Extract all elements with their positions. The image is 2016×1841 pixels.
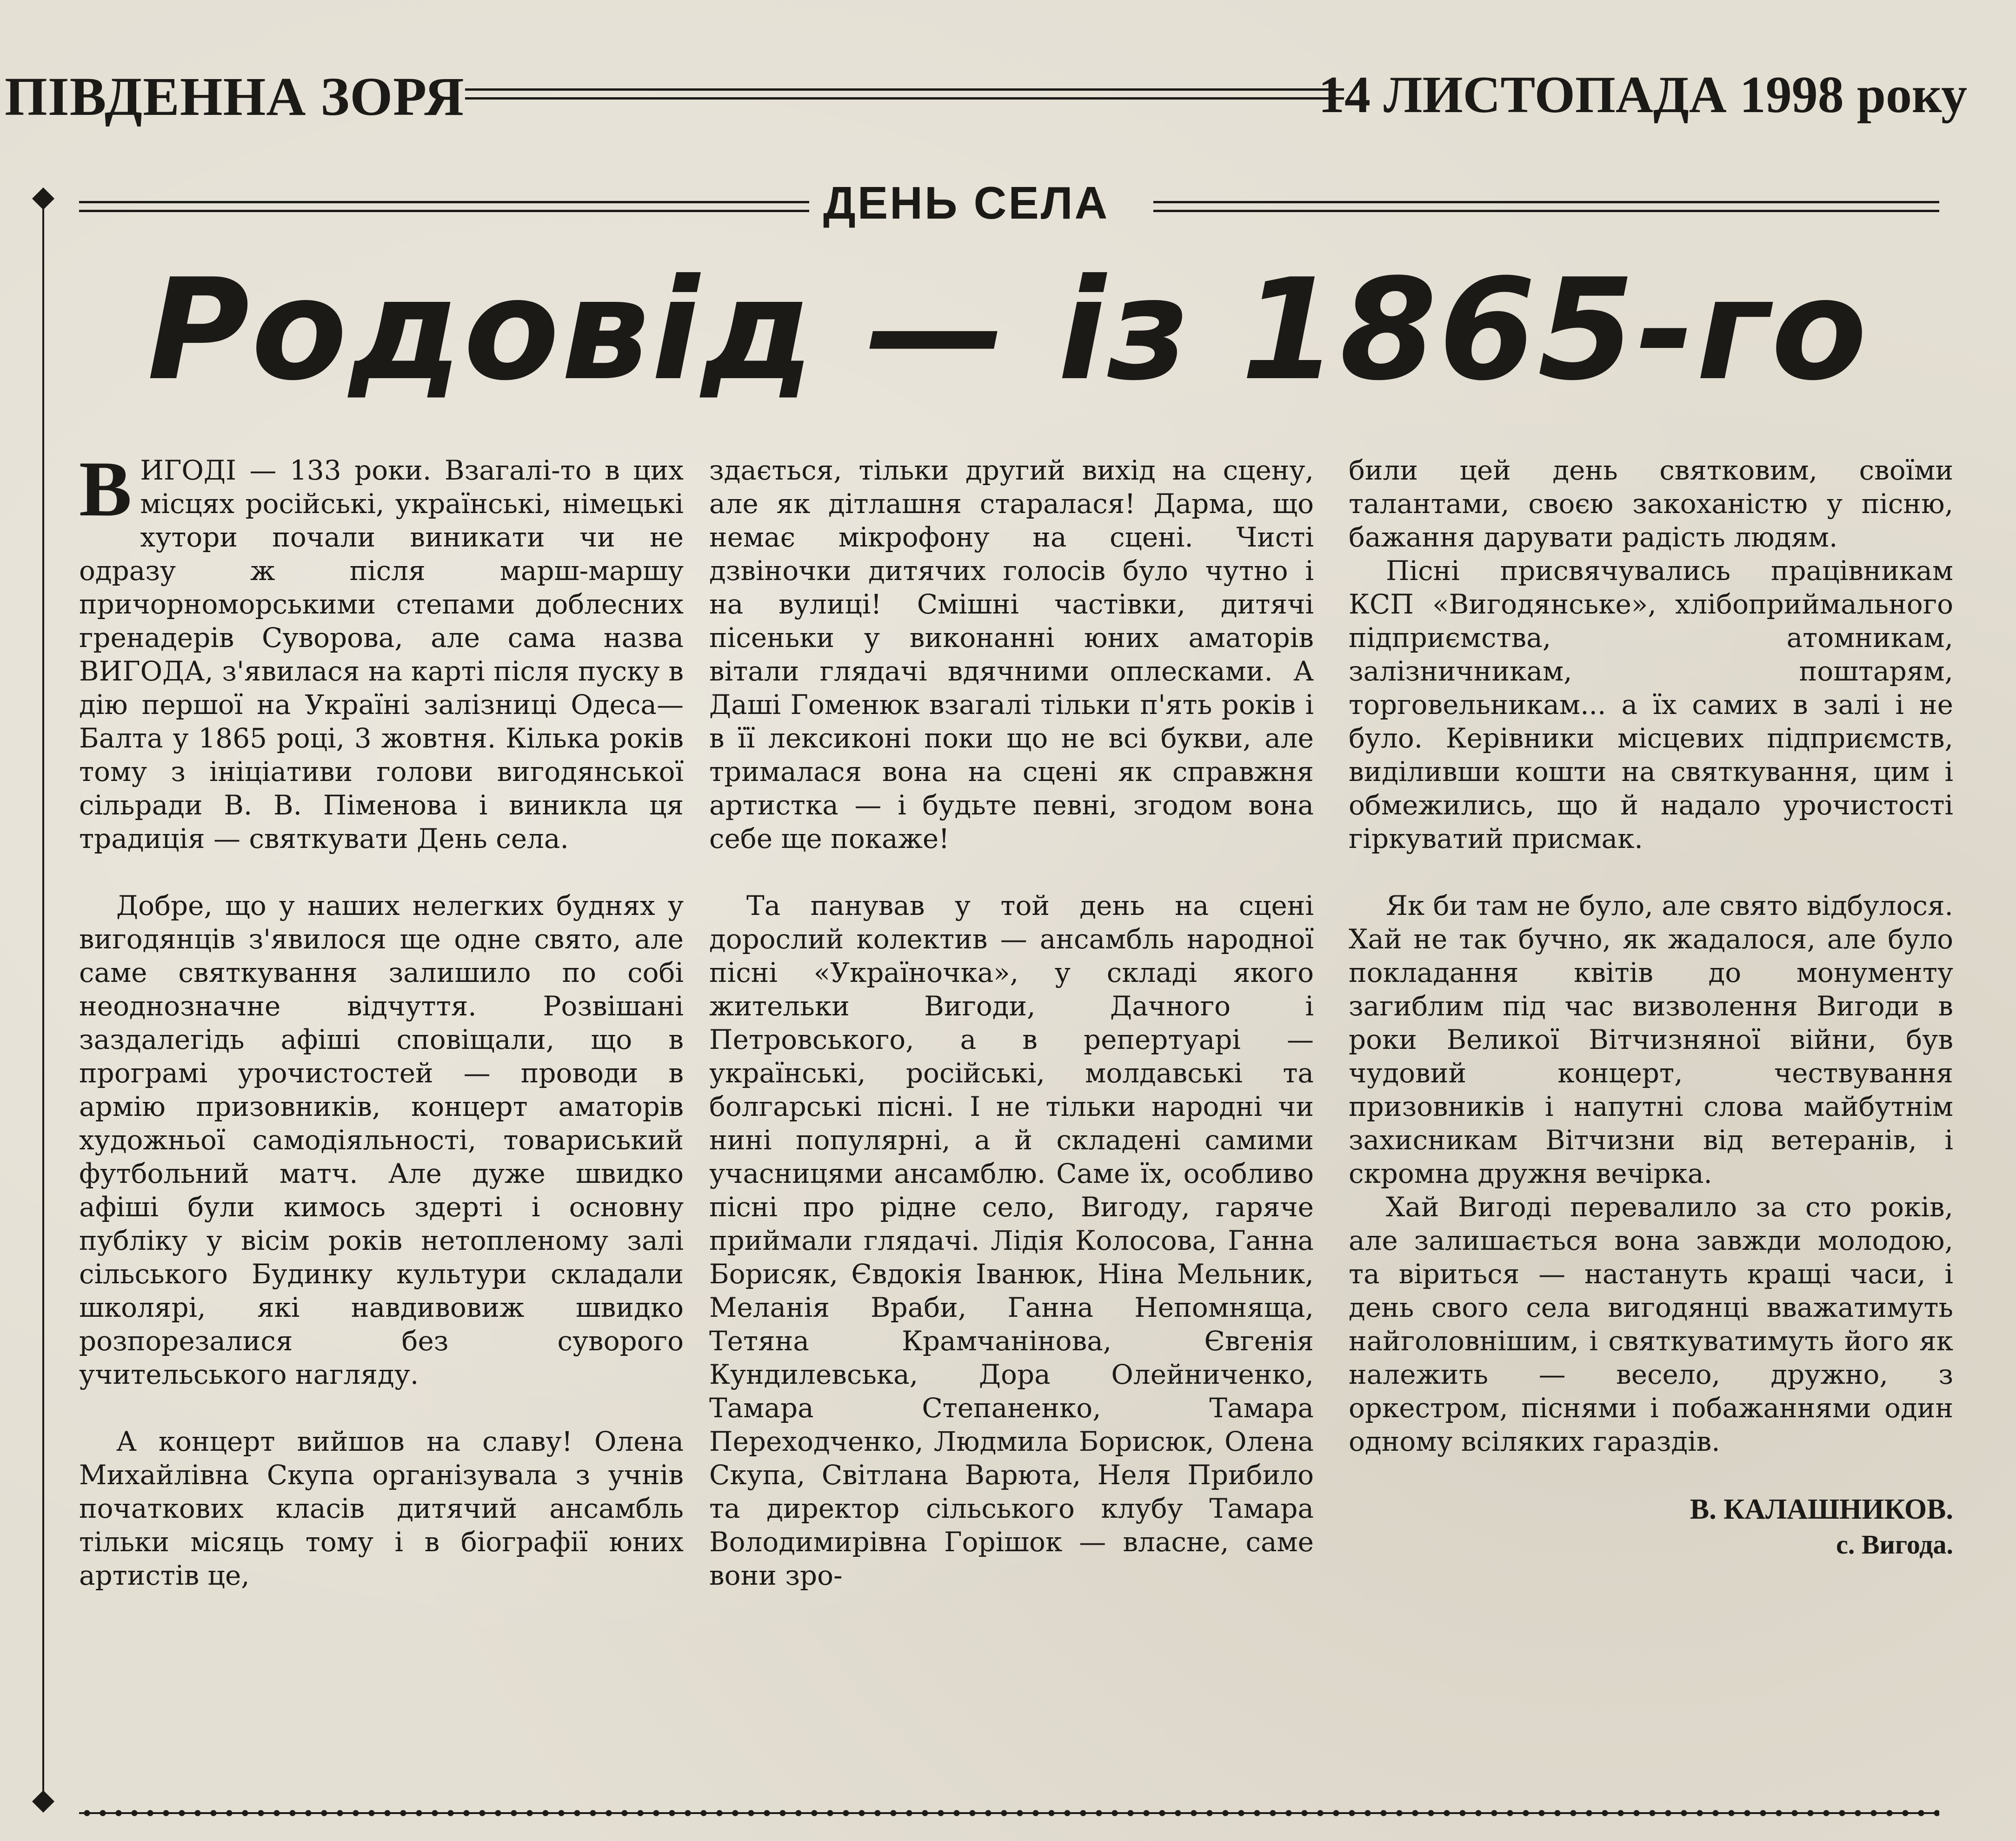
article-column-1 <box>79 445 684 1592</box>
article-paragraph: Хай Вигоді перевалило за сто років, але залишається вона завжди молодою, та віриться — настануть кращі часи, і день свого села вигодянці вважатимуть найголовнішим, і святкуватимуть його як належить — весело, дружно, з оркестром, піснями і побажаннями один одному всіляких гараздів. <box>1349 1191 1953 1457</box>
article-paragraph: Добре, що у наших нелегких буднях у вигодянців з'явилося ще одне свято, але саме святкування залишило по собі неоднозначне відчуття. Розвішані заздалегідь афіші сповіщали, що в програмі урочистостей — проводи в армію призовників, концерт аматорів художньої самодіяльності, товариський футбольний матч. Але дуже швидко афіші були кимось здерті і основну публіку у вісім років нетопленому залі сільського Будинку культури складали школярі, які навдивовиж швидко розпорезалися без суворого учительського нагляду. <box>79 890 684 1390</box>
article-paragraph: Пісні присвячувались працівникам КСП «Вигодянське», хлібоприймального підприємства, атомникам, залізничникам, поштарям, торговельникам... а їх самих в залі і не було. Керівники місцевих підприємств, виділивши кошти на святкування, цим і обмежились, що й надало урочистості гіркуватий присмак. <box>1349 555 1953 854</box>
drop-cap: В <box>79 445 132 533</box>
article-paragraph <box>79 445 684 855</box>
article-paragraph: здається, тільки другий вихід на сцену, але як дітлашня старалася! Дарма, що немає мікрофону на сцені. Чисті дзвіночки дитячих голосів було чутно і на вулиці! Смішні частівки, дитячі пісеньки у виконанні юних аматорів вітали глядачі вдячними оплесками. А Даші Гоменюк взагалі тільки п'ять років і в її лексиконі поки що не всі букви, але трималася вона на сцені як справжня артистка — і будьте певні, згодом вона себе ще покаже! <box>709 454 1314 854</box>
article-paragraph: Як би там не було, але свято відбулося. Хай не так бучно, як жадалося, але було покладання квітів до монументу загиблим під час визволення Вигоди в роки Великої Вітчизняної війни, був чудовий концерт, чествування призовників і напутні слова майбутнім захисникам Вітчизни від ветеранів, і скромна дружня вечірка. <box>1349 890 1953 1189</box>
masthead-rule <box>465 88 1344 100</box>
issue-date: 14 ЛИСТОПАДА 1998 року <box>1318 66 1967 124</box>
masthead <box>0 56 2016 126</box>
rubric <box>0 177 2016 233</box>
paragraph-text: ИГОДІ — 133 роки. Взагалі-то в цих місцях російські, українські, німецькі хутори почали виникати чи не одразу ж після марш-маршу причорноморськими степами доблесних гренадерів Суворова, але сама назва ВИГОДА, з'явилася на карті після пуску в дію першої на Україні залізниці Одеса—Балта у 1865 році, 3 жовтня. Кілька років тому з ініціативи голови вигодянської сільради В. В. Піменова і виникла ця традиція — святкувати День села. <box>79 454 684 854</box>
rubric-title: ДЕНЬ СЕЛА <box>823 177 1110 228</box>
author-location: с. Вигода. <box>1836 1529 1953 1560</box>
article-paragraph: А концерт вийшов на славу! Олена Михайлівна Скупа організувала з учнів початкових класів дитячий ансамбль тільки місяць тому і в біографії юних артистів це, <box>79 1426 684 1591</box>
bottom-decorative-rule <box>79 1809 1939 1817</box>
rubric-rule-left <box>79 201 809 212</box>
author-signature: В. КАЛАШНИКОВ. <box>1690 1494 1953 1525</box>
article-paragraph: Та панував у той день на сцені дорослий колектив — ансамбль народної пісні «Україночка», у складі якого жительки Вигоди, Дачного і Петровського, а в репертуарі — українські, російські, молдавські та болгарські пісні. І не тільки народні чи нині популярні, а й складені самими учасницями ансамблю. Саме їх, особливо пісні про рідне село, Вигоду, гаряче приймали глядачі. Лідія Колосова, Ганна Борисяк, Євдокія Іванюк, Ніна Мельник, Меланія Враби, Ганна Непомняща, Тетяна Крамчанінова, Євгенія Кундилевська, Дора Олейниченко, Тамара Степаненко, Тамара Переходченко, Людмила Борисюк, Олена Скупа, Світлана Варюта, Неля Прибило та директор сільського клубу Тамара Володимирівна Горішок — власне, саме вони зро- <box>709 890 1314 1591</box>
article-column-3 <box>1349 454 1953 1562</box>
decorative-left-border <box>40 200 47 1800</box>
rubric-rule-right <box>1153 201 1939 212</box>
newspaper-name: ПІВДЕННА ЗОРЯ <box>5 66 465 127</box>
article-paragraph: били цей день святковим, своїми талантами, своєю закоханістю у пісню, бажання дарувати радість людям. <box>1349 454 1953 553</box>
article-headline: Родовід — із 1865-го <box>147 249 1869 411</box>
article-column-2 <box>709 454 1314 1592</box>
